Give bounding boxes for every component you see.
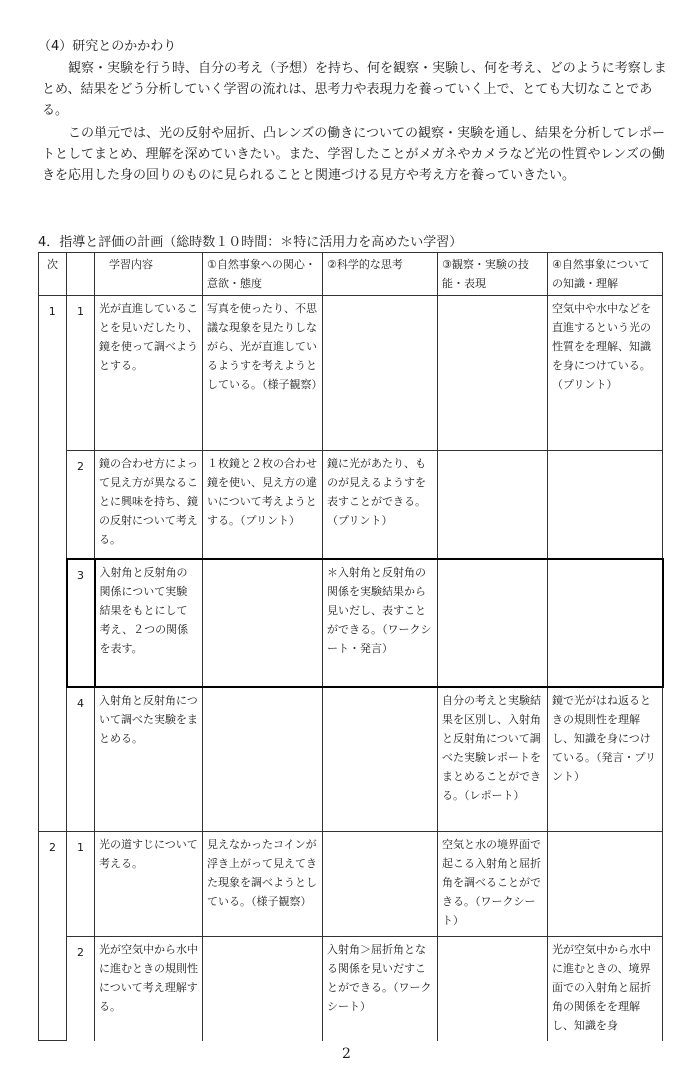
table-row bbox=[39, 451, 663, 559]
knowledge-cell bbox=[548, 451, 663, 559]
knowledge-cell bbox=[548, 832, 663, 937]
phase-cell: 2 bbox=[39, 832, 67, 1041]
hour-cell: 3 bbox=[67, 559, 95, 687]
skills-cell bbox=[438, 296, 548, 451]
thinking-cell bbox=[323, 296, 438, 451]
interest-cell: 見えなかったコインが浮き上がって見えてきた現象を調べようとしている。（様子観察） bbox=[203, 832, 323, 937]
table-row bbox=[39, 832, 663, 937]
content-cell: 光が空気中から水中に進むときの規則性について考え理解する。 bbox=[95, 937, 203, 1041]
research-paragraph-2: この単元では、光の反射や屈折、凸レンズの働きについての観察・実験を通し、結果を分析してレポートとしてまとめ、理解を深めていきたい。また、学習したことがメガネやカメラなど光の性質やレンズの働きを応用した身の回りのものに見られることと関連づける見方や考え方を養っていきたい。 bbox=[42, 126, 666, 183]
interest-cell bbox=[203, 937, 323, 1041]
content-cell: 入射角と反射角の関係について実験結果をもとにして考え、２つの関係を表す。 bbox=[95, 559, 203, 687]
interest-cell bbox=[203, 559, 323, 687]
content-cell: 入射角と反射角について調べた実験をまとめる。 bbox=[95, 687, 203, 832]
teaching-evaluation-plan-table bbox=[38, 252, 664, 1041]
phase-cell: 1 bbox=[39, 296, 67, 832]
interest-cell bbox=[203, 687, 323, 832]
interest-cell: １枚鏡と２枚の合わせ鏡を使い、見え方の違いについて考えようとする。（プリント） bbox=[203, 451, 323, 559]
hour-cell: 1 bbox=[67, 832, 95, 937]
header-phase: 次 bbox=[39, 253, 67, 296]
table-row bbox=[39, 937, 663, 1041]
skills-cell bbox=[438, 937, 548, 1041]
thinking-cell bbox=[323, 687, 438, 832]
page-number: 2 bbox=[342, 1046, 351, 1062]
table-row-highlighted bbox=[39, 559, 663, 687]
thinking-cell bbox=[323, 832, 438, 937]
skills-cell bbox=[438, 451, 548, 559]
interest-cell: 写真を使ったり、不思議な現象を見たりしながら、光が直進しているようすを考えようとしている。（様子観察） bbox=[203, 296, 323, 451]
header-skills: ③観察・実験の技能・表現 bbox=[438, 253, 548, 296]
knowledge-cell: 空気中や水中などを直進するという光の性質をを理解、知識を身につけている。（プリント） bbox=[548, 296, 663, 451]
section-heading-research: （4）研究とのかかわり bbox=[38, 39, 177, 54]
header-hour bbox=[67, 253, 95, 296]
table-row bbox=[39, 296, 663, 451]
content-cell: 鏡の合わせ方によって見え方が異なることに興味を持ち、鏡の反射について考える。 bbox=[95, 451, 203, 559]
knowledge-cell: 鏡で光がはね返るときの規則性を理解し、知識を身につけている。（発言・プリント） bbox=[548, 687, 663, 832]
knowledge-cell: 光が空気中から水中に進むときの、境界面での入射角と屈折角の関係をを理解し、知識を身 bbox=[548, 937, 663, 1041]
hour-cell: 4 bbox=[67, 687, 95, 832]
plan-heading: 4．指導と評価の計画（総時数１０時間：＊特に活用力を高めたい学習） bbox=[38, 235, 463, 250]
skills-cell: 空気と水の境界面で起こる入射角と屈折角を調べることができる。（ワークシート） bbox=[438, 832, 548, 937]
research-paragraph-1: 観察・実験を行う時、自分の考え（予想）を持ち、何を観察・実験し、何を考え、どのように考察しまとめ、結果をどう分析していく学習の流れは、思考力や表現力を養っていく上で、とても大切なことである。 bbox=[42, 61, 667, 118]
skills-cell: 自分の考えと実験結果を区別し、入射角と反射角について調べた実験レポートをまとめることができる。（レポート） bbox=[438, 687, 548, 832]
knowledge-cell bbox=[548, 559, 663, 687]
content-cell: 光が直進していることを見いだしたり、鏡を使って調べようとする。 bbox=[95, 296, 203, 451]
skills-cell bbox=[438, 559, 548, 687]
thinking-cell: ＊入射角と反射角の関係を実験結果から見いだし、表すことができる。（ワークシート・発言） bbox=[323, 559, 438, 687]
header-thinking: ②科学的な思考 bbox=[323, 253, 438, 296]
hour-cell: 2 bbox=[67, 451, 95, 559]
thinking-cell: 入射角＞屈折角となる関係を見いだすことができる。（ワークシート） bbox=[323, 937, 438, 1041]
header-content: 学習内容 bbox=[95, 253, 203, 296]
header-knowledge: ④自然事象についての知識・理解 bbox=[548, 253, 663, 296]
table-row bbox=[39, 687, 663, 832]
thinking-cell: 鏡に光があたり、ものが見えるようすを表すことができる。（プリント） bbox=[323, 451, 438, 559]
table-header-row bbox=[39, 253, 663, 296]
hour-cell: 2 bbox=[67, 937, 95, 1041]
hour-cell: 1 bbox=[67, 296, 95, 451]
header-interest: ①自然事象への関心・意欲・態度 bbox=[203, 253, 323, 296]
content-cell: 光の道すじについて考える。 bbox=[95, 832, 203, 937]
